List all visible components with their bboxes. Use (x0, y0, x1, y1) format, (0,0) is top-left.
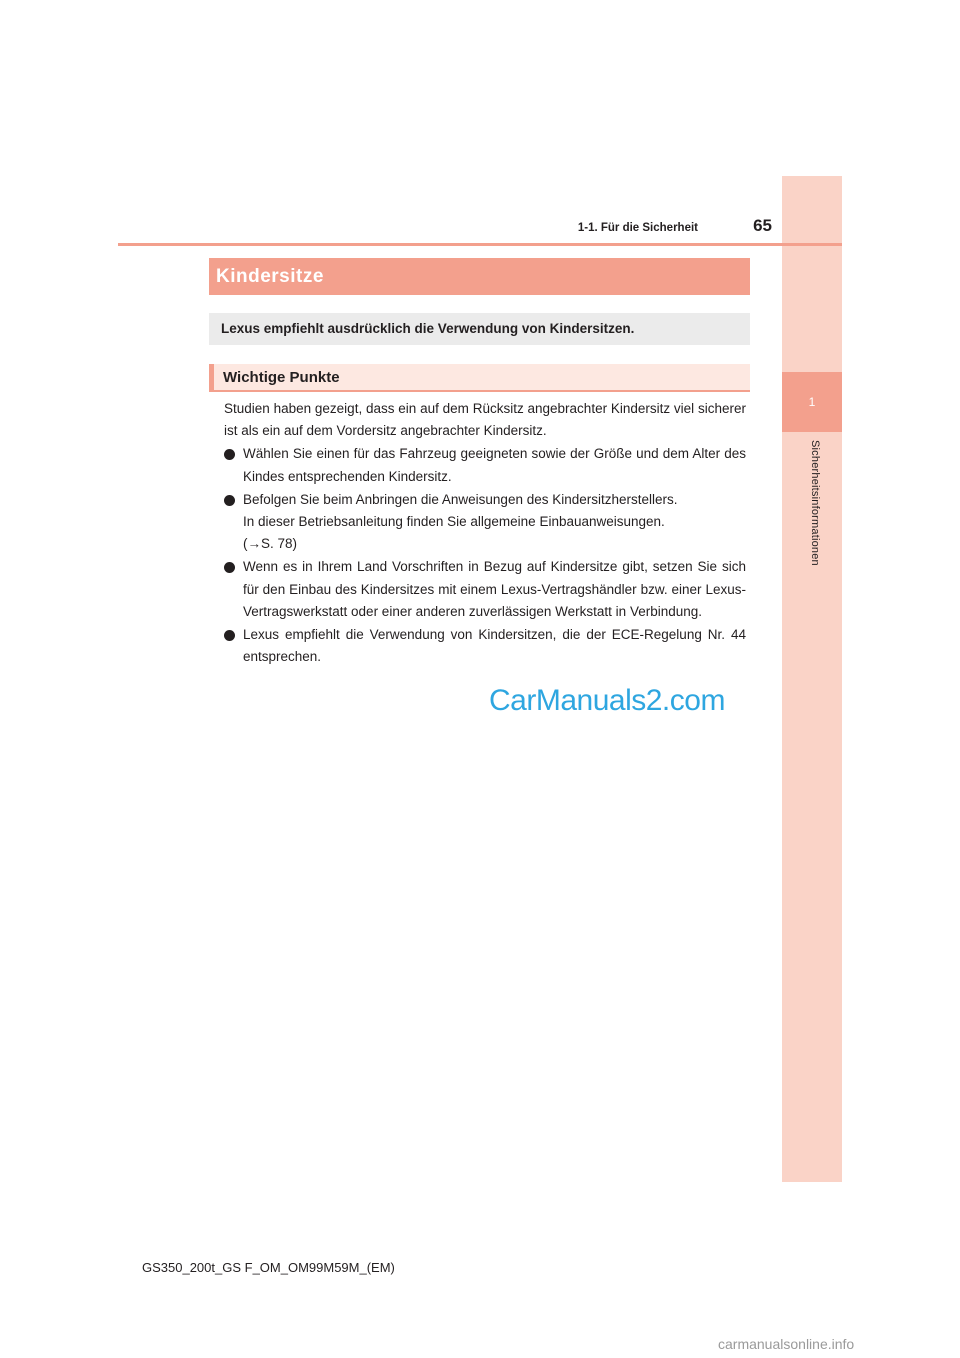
list-item (224, 489, 746, 556)
bullet-text-line2: In dieser Betriebsanleitung finden Sie allgemeine Einbauanweisungen. (243, 514, 665, 530)
bullet-text: Wählen Sie einen für das Fahrzeug geeigneten sowie der Größe und dem Alter des Kindes entsprechenden Kindersitz. (243, 446, 746, 484)
page-reference-link[interactable]: (→S. 78) (243, 536, 298, 552)
list-item (224, 624, 746, 668)
watermark: CarManuals2.com (489, 684, 725, 717)
subheading: Wichtige Punkte (209, 364, 750, 392)
body-text (224, 398, 746, 669)
bullet-text: Wenn es in Ihrem Land Vorschriften in Bezug auf Kindersitze gibt, setzen Sie sich für den Einbau des Kindersitzes mit einem Lexus-Vertragshändler bzw. einer Lexus-Vertragswerkstatt oder einer anderen zuverlässigen Werkstatt in Verbindung. (243, 559, 746, 619)
chapter-number: 1 (782, 372, 842, 432)
section-header: 1-1. Für die Sicherheit (577, 222, 698, 234)
header-divider (118, 243, 842, 246)
chapter-title: Sicherheitsinformationen (809, 440, 821, 566)
bullet-icon (224, 449, 235, 460)
bullet-icon (224, 495, 235, 506)
list-item (224, 556, 746, 623)
list-item (224, 443, 746, 487)
side-tab (782, 176, 842, 1182)
page-number: 65 (753, 216, 772, 235)
bullet-text: Befolgen Sie beim Anbringen die Anweisungen des Kindersitzherstellers. (243, 491, 678, 507)
lead-text: Lexus empfiehlt ausdrücklich die Verwendung von Kindersitzen. (209, 313, 750, 345)
bullet-text: Lexus empfiehlt die Verwendung von Kindersitzen, die der ECE-Regelung Nr. 44 entsprechen. (243, 627, 746, 665)
page-title: Kindersitze (209, 258, 750, 295)
footer-code: GS350_200t_GS F_OM_OM99M59M_(EM) (142, 1260, 395, 1275)
bullet-icon (224, 562, 235, 573)
footer-watermark: carmanualsonline.info (718, 1336, 855, 1352)
intro-paragraph: Studien haben gezeigt, dass ein auf dem Rücksitz angebrachter Kindersitz viel sicherer ist als ein auf dem Vordersitz angebrachter Kindersitz. (224, 401, 746, 439)
bullet-icon (224, 630, 235, 641)
